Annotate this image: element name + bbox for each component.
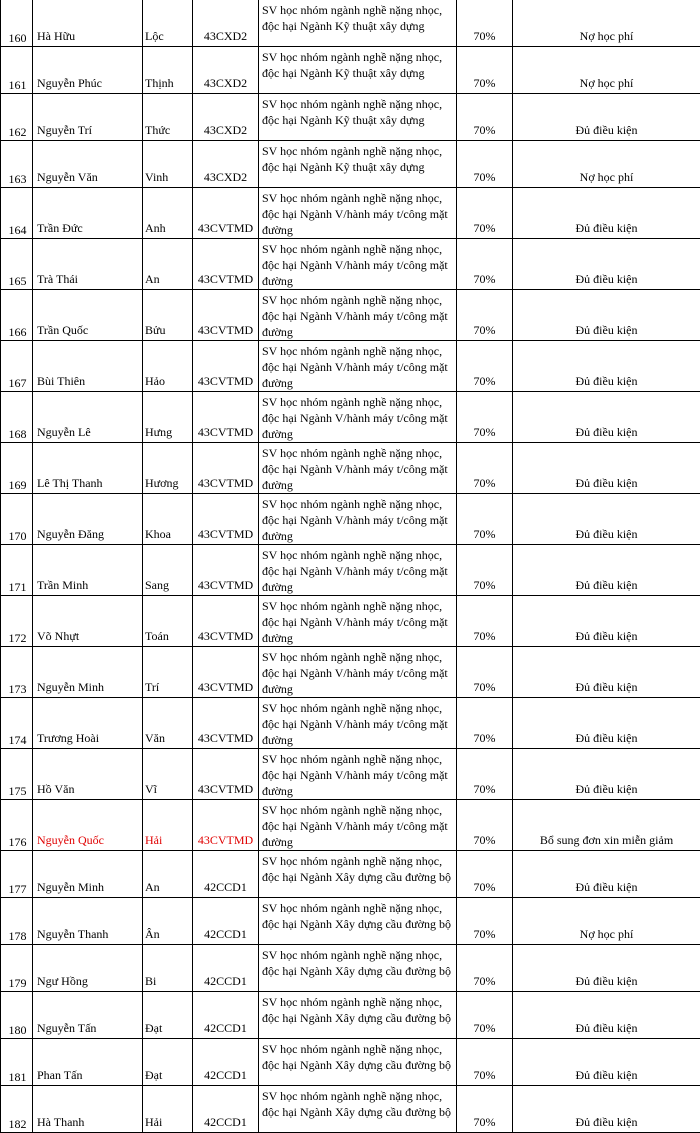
exemption-description: SV học nhóm ngành nghề nặng nhọc, độc hại Ngành Xây dựng cầu đường bộ [259,898,457,945]
last-name: Lê Thị Thanh [33,443,143,494]
row-number: 177 [1,851,33,898]
status: Đủ điều kiện [513,992,700,1039]
first-name: Thịnh [143,47,193,94]
table-row [1,545,700,596]
exemption-description: SV học nhóm ngành nghề nặng nhọc, độc hại Ngành V/hành máy t/công mặt đường [259,392,457,443]
row-number: 181 [1,1039,33,1086]
exemption-description: SV học nhóm ngành nghề nặng nhọc, độc hại Ngành V/hành máy t/công mặt đường [259,341,457,392]
last-name: Trần Đức [33,188,143,239]
status: Đủ điều kiện [513,392,700,443]
class-code: 43CVTMD [193,341,259,392]
table-row [1,1039,700,1086]
row-number: 182 [1,1086,33,1133]
last-name: Phan Tấn [33,1039,143,1086]
exemption-description: SV học nhóm ngành nghề nặng nhọc, độc hại Ngành V/hành máy t/công mặt đường [259,290,457,341]
status: Đủ điều kiện [513,494,700,545]
exemption-description: SV học nhóm ngành nghề nặng nhọc, độc hại Ngành Xây dựng cầu đường bộ [259,1039,457,1086]
row-number: 179 [1,945,33,992]
table-row [1,851,700,898]
exemption-percent: 70% [457,0,513,47]
row-number: 169 [1,443,33,494]
exemption-percent: 70% [457,545,513,596]
exemption-description: SV học nhóm ngành nghề nặng nhọc, độc hại Ngành V/hành máy t/công mặt đường [259,239,457,290]
exemption-description: SV học nhóm ngành nghề nặng nhọc, độc hại Ngành Kỹ thuật xây dựng [259,94,457,141]
first-name: Vĩ [143,749,193,800]
exemption-percent: 70% [457,392,513,443]
last-name: Hà Thanh [33,1086,143,1133]
exemption-description: SV học nhóm ngành nghề nặng nhọc, độc hại Ngành Xây dựng cầu đường bộ [259,1086,457,1133]
exemption-percent: 70% [457,290,513,341]
exemption-percent: 70% [457,47,513,94]
table-row [1,188,700,239]
last-name: Nguyễn Đăng [33,494,143,545]
first-name: Hải [143,1086,193,1133]
class-code: 42CCD1 [193,945,259,992]
last-name: Nguyễn Tấn [33,992,143,1039]
last-name: Trà Thái [33,239,143,290]
table-row [1,47,700,94]
status: Đủ điều kiện [513,647,700,698]
last-name: Nguyễn Phúc [33,47,143,94]
first-name: Hải [143,800,193,851]
class-code: 43CVTMD [193,800,259,851]
row-number: 172 [1,596,33,647]
row-number: 163 [1,141,33,188]
exemption-percent: 70% [457,698,513,749]
table-row [1,341,700,392]
last-name: Ngư Hồng [33,945,143,992]
exemption-description: SV học nhóm ngành nghề nặng nhọc, độc hại Ngành Xây dựng cầu đường bộ [259,851,457,898]
row-number: 168 [1,392,33,443]
last-name: Trần Quốc [33,290,143,341]
row-number: 167 [1,341,33,392]
first-name: Đạt [143,992,193,1039]
status: Đủ điều kiện [513,945,700,992]
table-row [1,945,700,992]
last-name: Nguyễn Minh [33,851,143,898]
row-number: 178 [1,898,33,945]
class-code: 43CVTMD [193,749,259,800]
exemption-percent: 70% [457,141,513,188]
class-code: 43CVTMD [193,647,259,698]
row-number: 161 [1,47,33,94]
last-name: Trương Hoài [33,698,143,749]
first-name: Anh [143,188,193,239]
class-code: 43CVTMD [193,290,259,341]
status: Đủ điều kiện [513,239,700,290]
exemption-description: SV học nhóm ngành nghề nặng nhọc, độc hại Ngành V/hành máy t/công mặt đường [259,596,457,647]
exemption-percent: 70% [457,239,513,290]
first-name: Hưng [143,392,193,443]
exemption-percent: 70% [457,94,513,141]
last-name: Nguyễn Thanh [33,898,143,945]
exemption-description: SV học nhóm ngành nghề nặng nhọc, độc hại Ngành V/hành máy t/công mặt đường [259,494,457,545]
table-row [1,0,700,47]
table-row [1,698,700,749]
exemption-description: SV học nhóm ngành nghề nặng nhọc, độc hại Ngành V/hành máy t/công mặt đường [259,698,457,749]
table-row [1,800,700,851]
exemption-description: SV học nhóm ngành nghề nặng nhọc, độc hại Ngành V/hành máy t/công mặt đường [259,188,457,239]
first-name: Thức [143,94,193,141]
status: Đủ điều kiện [513,290,700,341]
status: Đủ điều kiện [513,749,700,800]
table-row [1,392,700,443]
exemption-description: SV học nhóm ngành nghề nặng nhọc, độc hại Ngành Kỹ thuật xây dựng [259,47,457,94]
table-body [1,0,700,1133]
last-name: Nguyễn Trí [33,94,143,141]
class-code: 43CVTMD [193,596,259,647]
first-name: Vinh [143,141,193,188]
row-number: 160 [1,0,33,47]
exemption-percent: 70% [457,851,513,898]
exemption-description: SV học nhóm ngành nghề nặng nhọc, độc hại Ngành V/hành máy t/công mặt đường [259,800,457,851]
row-number: 170 [1,494,33,545]
first-name: Lộc [143,0,193,47]
status: Đủ điều kiện [513,1086,700,1133]
last-name: Bùi Thiên [33,341,143,392]
row-number: 164 [1,188,33,239]
table-row [1,94,700,141]
first-name: Toán [143,596,193,647]
exemption-description: SV học nhóm ngành nghề nặng nhọc, độc hại Ngành Xây dựng cầu đường bộ [259,945,457,992]
class-code: 42CCD1 [193,1039,259,1086]
status: Nợ học phí [513,0,700,47]
status: Đủ điều kiện [513,545,700,596]
status: Đủ điều kiện [513,698,700,749]
exemption-description: SV học nhóm ngành nghề nặng nhọc, độc hại Ngành V/hành máy t/công mặt đường [259,545,457,596]
class-code: 43CVTMD [193,545,259,596]
exemption-percent: 70% [457,945,513,992]
status: Đủ điều kiện [513,341,700,392]
table-row [1,290,700,341]
class-code: 42CCD1 [193,851,259,898]
class-code: 43CXD2 [193,141,259,188]
table-row [1,239,700,290]
first-name: Ân [143,898,193,945]
first-name: Trí [143,647,193,698]
table-row [1,647,700,698]
first-name: Bửu [143,290,193,341]
table-row [1,596,700,647]
first-name: Sang [143,545,193,596]
first-name: An [143,851,193,898]
row-number: 171 [1,545,33,596]
first-name: Hương [143,443,193,494]
class-code: 43CVTMD [193,188,259,239]
first-name: Văn [143,698,193,749]
last-name: Trần Minh [33,545,143,596]
status: Đủ điều kiện [513,596,700,647]
class-code: 42CCD1 [193,898,259,945]
class-code: 42CCD1 [193,992,259,1039]
status: Đủ điều kiện [513,851,700,898]
exemption-percent: 70% [457,596,513,647]
exemption-percent: 70% [457,749,513,800]
exemption-description: SV học nhóm ngành nghề nặng nhọc, độc hại Ngành V/hành máy t/công mặt đường [259,749,457,800]
class-code: 43CVTMD [193,239,259,290]
table-row [1,141,700,188]
class-code: 43CXD2 [193,47,259,94]
last-name: Nguyễn Lê [33,392,143,443]
exemption-percent: 70% [457,1086,513,1133]
row-number: 175 [1,749,33,800]
last-name: Nguyễn Quốc [33,800,143,851]
exemption-percent: 70% [457,898,513,945]
last-name: Nguyễn Minh [33,647,143,698]
exemption-percent: 70% [457,188,513,239]
first-name: Bi [143,945,193,992]
class-code: 42CCD1 [193,1086,259,1133]
status: Đủ điều kiện [513,94,700,141]
exemption-percent: 70% [457,992,513,1039]
status: Bổ sung đơn xin miễn giảm [513,800,700,851]
exemption-description: SV học nhóm ngành nghề nặng nhọc, độc hại Ngành Kỹ thuật xây dựng [259,141,457,188]
table-row [1,443,700,494]
last-name: Hồ Văn [33,749,143,800]
row-number: 166 [1,290,33,341]
table-row [1,749,700,800]
table-row [1,992,700,1039]
row-number: 162 [1,94,33,141]
last-name: Nguyễn Văn [33,141,143,188]
row-number: 173 [1,647,33,698]
table-row [1,1086,700,1133]
first-name: Khoa [143,494,193,545]
class-code: 43CVTMD [193,392,259,443]
first-name: An [143,239,193,290]
exemption-percent: 70% [457,494,513,545]
exemption-description: SV học nhóm ngành nghề nặng nhọc, độc hại Ngành Xây dựng cầu đường bộ [259,992,457,1039]
exemption-percent: 70% [457,647,513,698]
table-row [1,494,700,545]
exemption-percent: 70% [457,443,513,494]
class-code: 43CVTMD [193,698,259,749]
row-number: 180 [1,992,33,1039]
exemption-percent: 70% [457,800,513,851]
status: Nợ học phí [513,47,700,94]
row-number: 176 [1,800,33,851]
first-name: Hảo [143,341,193,392]
table-row [1,898,700,945]
exemption-percent: 70% [457,1039,513,1086]
class-code: 43CXD2 [193,0,259,47]
status: Đủ điều kiện [513,188,700,239]
first-name: Đạt [143,1039,193,1086]
class-code: 43CVTMD [193,443,259,494]
exemption-percent: 70% [457,341,513,392]
status: Nợ học phí [513,141,700,188]
exemption-description: SV học nhóm ngành nghề nặng nhọc, độc hại Ngành V/hành máy t/công mặt đường [259,443,457,494]
row-number: 174 [1,698,33,749]
last-name: Hà Hữu [33,0,143,47]
exemption-description: SV học nhóm ngành nghề nặng nhọc, độc hại Ngành Kỹ thuật xây dựng [259,0,457,47]
class-code: 43CXD2 [193,94,259,141]
status: Đủ điều kiện [513,443,700,494]
exemption-description: SV học nhóm ngành nghề nặng nhọc, độc hại Ngành V/hành máy t/công mặt đường [259,647,457,698]
class-code: 43CVTMD [193,494,259,545]
row-number: 165 [1,239,33,290]
last-name: Võ Nhựt [33,596,143,647]
status: Đủ điều kiện [513,1039,700,1086]
status: Nợ học phí [513,898,700,945]
